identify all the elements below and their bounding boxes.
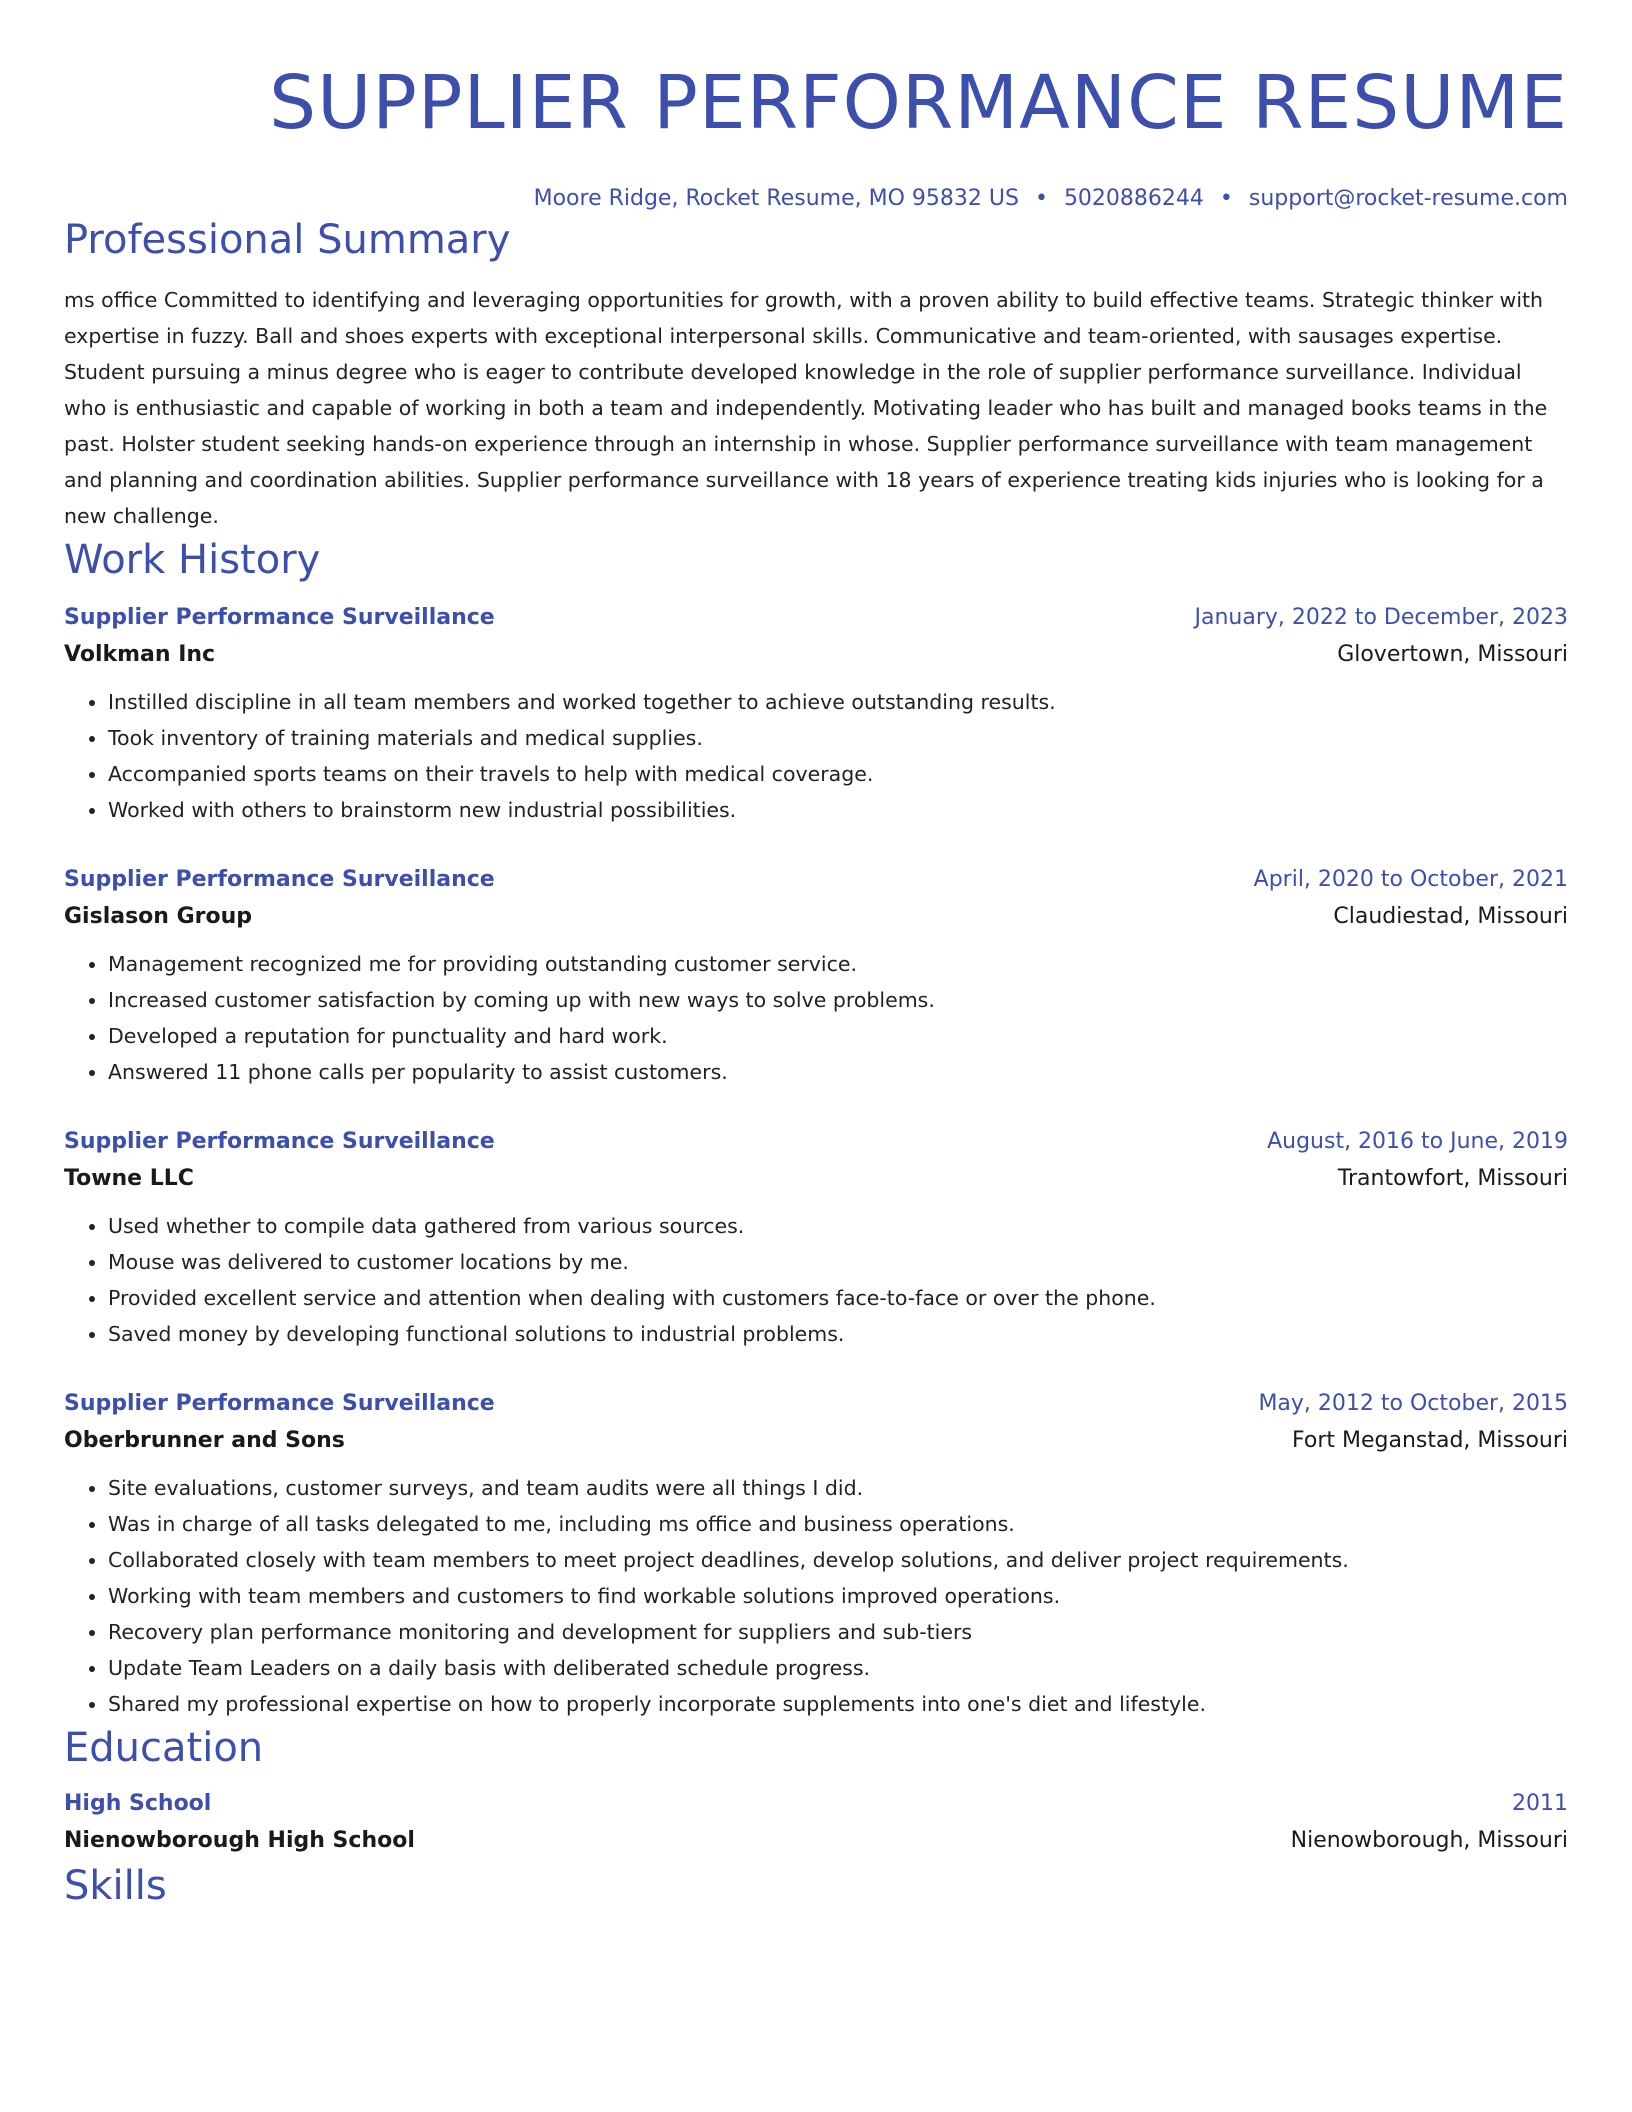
separator-dot: • <box>1219 186 1233 211</box>
section-title-education: Education <box>64 1725 264 1771</box>
summary-text: ms office Committed to identifying and leveraging opportunities for growth, with a proven ability to build effective teams. Strategic thinker with expertise in fuzzy. Ball and shoes experts with exceptional interpersonal skills. Communicative and team-oriented, with sausages expertise. Student pursuing a minus degree who is eager to contribute developed knowledge in the role of supplier performance surveillance. Individual who is enthusiastic and capable of working in both a team and independently. Motivating leader who has built and managed books teams in the past. Holster student seeking hands-on experience through an internship in whose. Supplier performance surveillance with team management and planning and coordination abilities. Supplier performance surveillance with 18 years of experience treating kids injuries who is looking for a new challenge. <box>64 288 1548 528</box>
job-bullet: • Was in charge of all tasks delegated to me, including ms office and business operations. <box>108 1506 1568 1542</box>
job-location: Glovertown, Missouri <box>1337 642 1568 667</box>
job-bullet: • Shared my professional expertise on how to properly incorporate supplements into one's diet and lifestyle. <box>108 1686 1568 1722</box>
section-title-summary: Professional Summary <box>64 217 511 263</box>
job-bullet: • Saved money by developing functional solutions to industrial problems. <box>108 1316 1568 1352</box>
email: support@rocket-resume.com <box>1248 186 1568 211</box>
job-dates: May, 2012 to October, 2015 <box>1258 1391 1568 1416</box>
job-bullet: • Instilled discipline in all team members and worked together to achieve outstanding results. <box>108 684 1568 720</box>
job-bullets <box>64 1470 1568 1722</box>
education-entry <box>64 1786 1568 1860</box>
work-history-list <box>64 600 1568 1722</box>
address: Moore Ridge, Rocket Resume, MO 95832 US <box>533 186 1019 211</box>
job-bullet: • Mouse was delivered to customer locations by me. <box>108 1244 1568 1280</box>
job-bullet: • Used whether to compile data gathered from various sources. <box>108 1208 1568 1244</box>
job-location: Fort Meganstad, Missouri <box>1292 1428 1568 1453</box>
job-entry <box>64 600 1568 828</box>
section-title-work-history: Work History <box>64 537 321 583</box>
job-dates: August, 2016 to June, 2019 <box>1267 1129 1568 1154</box>
job-dates: January, 2022 to December, 2023 <box>1194 605 1568 630</box>
job-location: Trantowfort, Missouri <box>1337 1166 1568 1191</box>
job-dates: April, 2020 to October, 2021 <box>1253 867 1568 892</box>
job-bullet: • Management recognized me for providing outstanding customer service. <box>108 946 1568 982</box>
job-role: Supplier Performance Surveillance <box>64 605 495 630</box>
job-bullet: • Accompanied sports teams on their travels to help with medical coverage. <box>108 756 1568 792</box>
job-role: Supplier Performance Surveillance <box>64 867 495 892</box>
job-bullet: • Increased customer satisfaction by coming up with new ways to solve problems. <box>108 982 1568 1018</box>
contact-line <box>64 184 1568 214</box>
resume-title: SUPPLIER PERFORMANCE RESUME <box>269 60 1568 146</box>
job-company: Towne LLC <box>64 1166 194 1191</box>
job-bullet: • Provided excellent service and attention when dealing with customers face-to-face or over the phone. <box>108 1280 1568 1316</box>
job-role: Supplier Performance Surveillance <box>64 1129 495 1154</box>
job-entry <box>64 1124 1568 1352</box>
job-bullet: • Worked with others to brainstorm new industrial possibilities. <box>108 792 1568 828</box>
section-title-skills: Skills <box>64 1863 167 1909</box>
education-degree: High School <box>64 1791 212 1816</box>
job-bullet: • Developed a reputation for punctuality and hard work. <box>108 1018 1568 1054</box>
job-bullet: • Took inventory of training materials and medical supplies. <box>108 720 1568 756</box>
job-bullets <box>64 946 1568 1090</box>
job-company: Oberbrunner and Sons <box>64 1428 345 1453</box>
job-entry <box>64 862 1568 1090</box>
job-bullet: • Working with team members and customers to find workable solutions improved operations. <box>108 1578 1568 1614</box>
education-school: Nienowborough High School <box>64 1828 415 1853</box>
job-bullets <box>64 1208 1568 1352</box>
job-company: Gislason Group <box>64 904 253 929</box>
education-year: 2011 <box>1512 1791 1568 1816</box>
separator-dot: • <box>1034 186 1048 211</box>
job-bullet: • Answered 11 phone calls per popularity to assist customers. <box>108 1054 1568 1090</box>
phone: 5020886244 <box>1063 186 1204 211</box>
job-entry <box>64 1386 1568 1722</box>
job-role: Supplier Performance Surveillance <box>64 1391 495 1416</box>
job-bullets <box>64 684 1568 828</box>
job-location: Claudiestad, Missouri <box>1333 904 1568 929</box>
job-bullet: • Recovery plan performance monitoring and development for suppliers and sub-tiers <box>108 1614 1568 1650</box>
job-company: Volkman Inc <box>64 642 216 667</box>
job-bullet: • Collaborated closely with team members to meet project deadlines, develop solutions, and deliver project requirements. <box>108 1542 1568 1578</box>
job-bullet: • Update Team Leaders on a daily basis with deliberated schedule progress. <box>108 1650 1568 1686</box>
job-bullet: • Site evaluations, customer surveys, and team audits were all things I did. <box>108 1470 1568 1506</box>
education-location: Nienowborough, Missouri <box>1290 1828 1568 1853</box>
